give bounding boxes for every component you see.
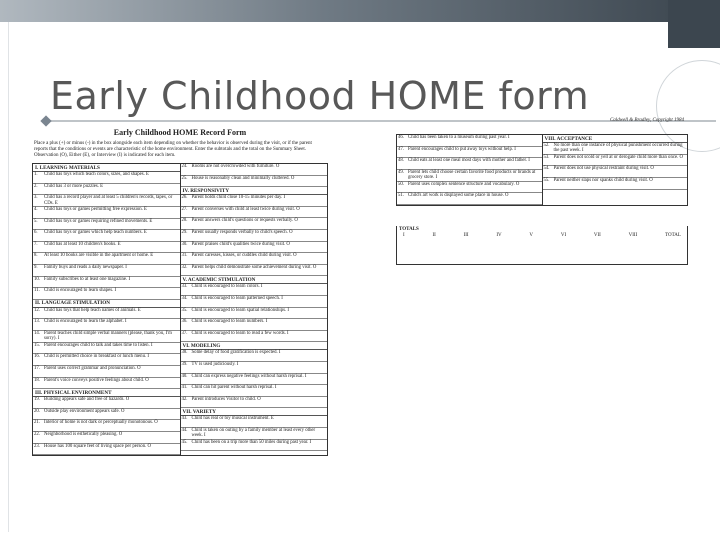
item-text: Interior of home is not dark or perceptually monotonous. O	[44, 420, 158, 426]
form-title: Early Childhood HOME Record Form	[113, 128, 247, 137]
item-text: Neighborhood is esthetically pleasing. O	[44, 431, 123, 437]
item-text: Parent encourages child to talk and takes time to listen. I	[44, 342, 153, 348]
form-item-row	[543, 143, 688, 155]
item-text: Parent uses complex sentence structure and vocabulary. O	[408, 181, 520, 187]
form-left-column	[33, 164, 180, 455]
item-number: 50.	[398, 181, 404, 187]
item-number: 54.	[543, 166, 550, 172]
form-item-row	[181, 207, 328, 219]
item-text: Child has been taken to a museum during past year. I	[408, 135, 510, 140]
form-item-row	[33, 230, 180, 242]
item-number: 51.	[398, 193, 404, 199]
form-item-row	[543, 166, 688, 178]
item-number: 42.	[181, 396, 188, 402]
form-item-row	[181, 428, 328, 440]
form-item-row	[181, 397, 328, 409]
section-heading: I. LEARNING MATERIALS	[33, 164, 180, 172]
form-item-row	[181, 374, 328, 386]
item-text: Building appears safe and free of hazards. O	[44, 397, 130, 403]
form-item-row	[181, 218, 328, 230]
totals-column-label: TOTAL	[665, 233, 681, 238]
item-number: 31.	[181, 253, 188, 259]
form-item-row	[181, 308, 328, 320]
form-item-row	[33, 420, 180, 432]
totals-label: TOTALS	[399, 227, 419, 232]
form-item-row	[181, 195, 328, 207]
item-number: 8.	[34, 253, 38, 259]
item-text: Child has been on a trip more than 50 miles during past year. I	[191, 439, 312, 445]
form-item-row	[181, 265, 328, 277]
form-right-column	[180, 164, 328, 455]
form-item-row	[33, 207, 180, 219]
item-number: 44.	[181, 427, 188, 433]
form-item-row	[33, 331, 180, 343]
form-page2-left-column	[397, 135, 542, 205]
item-number: 47.	[398, 146, 404, 152]
totals-column-label: III	[463, 233, 469, 238]
slide-corner-block	[668, 0, 720, 48]
form-item-row	[33, 265, 180, 277]
item-text: Parent does not scold or yell at or derogate child more than once. O	[553, 154, 683, 160]
form-item-row	[33, 242, 180, 254]
item-number: 46.	[398, 135, 404, 140]
item-text: Parent does not use physical restraint during visit. O	[553, 166, 654, 172]
item-text: Child can hit parent without harsh reprisal. I	[191, 385, 277, 391]
form-item-row	[181, 440, 328, 452]
item-number: 4.	[34, 207, 38, 212]
item-number: 17.	[34, 365, 40, 371]
totals-column-label: VI	[560, 233, 567, 238]
item-number: 5.	[34, 218, 38, 224]
form-item-row	[181, 284, 328, 296]
form-item-row	[33, 253, 180, 265]
item-number: 9.	[34, 264, 38, 270]
item-number: 21.	[34, 420, 40, 426]
item-number: 7.	[34, 241, 38, 247]
form-item-row	[181, 350, 328, 362]
item-number: 38.	[181, 350, 188, 356]
item-text: Some delay of food gratification is expected. I	[191, 350, 281, 356]
item-text: Child can express negative feelings without harsh reprisal. I	[191, 373, 307, 379]
slide-left-rule	[8, 22, 9, 532]
item-text: Child is encouraged to learn to read a few words. I	[191, 330, 289, 336]
form-item-row	[181, 253, 328, 265]
form-item-row	[33, 288, 180, 300]
item-number: 13.	[34, 319, 40, 325]
item-text: Parent encourages child to put away toys without help. I	[408, 146, 516, 152]
form-item-row	[397, 193, 542, 205]
totals-row	[396, 226, 688, 265]
form-item-row	[181, 242, 328, 254]
totals-column-label: II	[432, 233, 436, 238]
item-text: Parent helps child demonstrate some achievement during visit. O	[191, 264, 317, 270]
item-number: 27.	[181, 206, 188, 212]
item-text: Child is permitted choice in breakfast or lunch menu. I	[44, 354, 149, 360]
item-number: 26.	[181, 195, 188, 201]
item-number: 40.	[181, 373, 188, 379]
form-item-row	[397, 158, 542, 170]
form-item-row	[181, 362, 328, 374]
form-item-row	[397, 147, 542, 159]
section-heading: VIII. ACCEPTANCE	[543, 135, 688, 143]
item-number: 15.	[34, 342, 40, 348]
item-number: 32.	[181, 264, 188, 270]
item-text: Rooms are not overcrowded with furniture. O	[191, 164, 280, 169]
form-item-row	[181, 331, 328, 343]
form-item-row	[543, 155, 688, 167]
item-number: 1.	[34, 172, 38, 177]
item-text: Outside play environment appears safe. O	[44, 408, 125, 414]
item-number: 11.	[34, 288, 40, 294]
form-item-row	[33, 172, 180, 184]
item-number: 25.	[181, 175, 188, 181]
item-text: House is reasonably clean and minimally cluttered. O	[191, 175, 295, 181]
item-number: 28.	[181, 218, 188, 224]
item-text: Child's art work is displayed some place in house. O	[408, 193, 509, 199]
form-item-row	[181, 164, 328, 176]
item-number: 10.	[34, 276, 40, 282]
totals-column-label: VII	[593, 233, 601, 238]
item-text: Parent caresses, kisses, or cuddles child during visit. O	[191, 253, 297, 259]
item-text: Child is encouraged to learn spatial relationships. I	[191, 307, 290, 313]
item-number: 55.	[543, 178, 550, 183]
item-number: 52.	[543, 143, 550, 148]
form-item-row	[33, 184, 180, 196]
form-item-row	[33, 366, 180, 378]
item-text: Child has at least 10 children's books. E	[44, 241, 121, 247]
item-text: Child has toys or games which help teach numbers. E	[44, 230, 147, 236]
form-item-row	[33, 409, 180, 421]
item-number: 23.	[34, 443, 40, 449]
item-text: Child is encouraged to learn numbers. I	[191, 319, 268, 325]
form-instructions: Place a plus (+) or minus (-) in the box alongside each item depending on whether the behavior is observed during the visit, or if the parent reports that the conditions or events are characteristic of the home environment. Enter the subtotals and the total on the Summary Sheet. Observation (O), Either (E), or Interview (I) is indicated for each item.	[34, 141, 312, 158]
form-table	[32, 163, 328, 456]
form-item-row	[181, 176, 328, 188]
item-number: 36.	[181, 319, 188, 325]
item-text: Parent lets child choose certain favorite food products or brands at grocery store. I	[408, 169, 536, 181]
item-text: At least 10 books are visible in the apartment or home. E	[44, 253, 154, 259]
form-item-row	[181, 230, 328, 242]
item-text: Child eats at least one meal most days with mother and father. I	[408, 158, 530, 164]
item-text: Child is encouraged to learn the alphabet. I	[44, 319, 127, 325]
form-page-1	[32, 124, 328, 520]
form-item-row	[33, 343, 180, 355]
item-number: 30.	[181, 241, 188, 247]
item-number: 19.	[34, 397, 40, 403]
form-item-row	[33, 354, 180, 366]
form-page2-right-column	[542, 135, 688, 205]
item-number: 16.	[34, 354, 40, 360]
item-number: 43.	[181, 416, 188, 422]
item-text: Child has 3 or more puzzles. E	[44, 183, 104, 189]
totals-columns	[397, 233, 687, 238]
item-number: 2.	[34, 183, 38, 189]
section-heading: II. LANGUAGE STIMULATION	[33, 300, 180, 308]
item-text: Parent uses correct grammar and pronunciation. O	[44, 365, 141, 371]
item-text: Parent praises child's qualities twice during visit. O	[191, 241, 290, 247]
item-number: 3.	[34, 195, 38, 201]
slide-top-bar	[0, 0, 720, 22]
item-text: Child has toys that help teach names of animals. E	[44, 307, 141, 313]
item-text: Family buys and reads a daily newspaper. I	[44, 264, 127, 270]
item-number: 53.	[543, 154, 550, 160]
item-text: Parent neither slaps nor spanks child during visit. O	[553, 178, 653, 183]
slide-title: Early Childhood HOME form	[50, 74, 590, 118]
totals-column-label: V	[529, 233, 534, 238]
form-item-row	[33, 444, 180, 456]
item-number: 12.	[34, 307, 40, 313]
item-number: 39.	[181, 361, 188, 367]
form-item-row	[181, 319, 328, 331]
form-item-row	[181, 296, 328, 308]
item-number: 29.	[181, 229, 188, 235]
form-item-row	[543, 178, 688, 190]
form-credit: Caldwell & Bradley, Copyright 1984	[609, 118, 684, 123]
item-number: 33.	[181, 284, 188, 290]
form-item-row	[397, 135, 542, 147]
section-heading: IV. RESPONSIVITY	[181, 187, 328, 195]
form-item-row	[181, 416, 328, 428]
item-number: 41.	[181, 385, 188, 391]
item-text: Parent usually responds verbally to child's speech. O	[191, 229, 293, 235]
item-text: Parent introduces Visitor to child. O	[191, 396, 261, 402]
totals-column-label: IV	[496, 233, 502, 238]
form-item-row	[33, 195, 180, 207]
item-text: Family subscribes to at least one magazine. I	[44, 276, 131, 282]
item-number: 48.	[398, 158, 404, 164]
form-item-row	[33, 308, 180, 320]
item-number: 34.	[181, 295, 188, 301]
form-item-row	[397, 182, 542, 194]
item-text: Child is encouraged to learn colors. I	[191, 284, 263, 290]
totals-column-label: I	[403, 233, 405, 238]
item-text: Child is taken on outing by a family member at least every other week. I	[191, 427, 316, 439]
form-item-row	[33, 277, 180, 289]
item-text: Child is encouraged to learn shapes. I	[44, 288, 117, 294]
item-text: TV is used judiciously. I	[191, 361, 239, 367]
item-number: 37.	[181, 330, 188, 336]
item-text: Parent answers child's questions or requests verbally. O	[191, 218, 298, 224]
totals-column-label: VIII	[628, 233, 638, 238]
form-item-row	[33, 397, 180, 409]
form-item-row	[33, 219, 180, 231]
item-text: Child has a record player and at least 5 children's records, tapes, or CDs. E	[44, 195, 173, 206]
item-text: No more than one instance of physical punishment occurred during the past week. I	[553, 143, 683, 154]
item-number: 22.	[34, 431, 40, 437]
item-number: 24.	[181, 164, 188, 169]
section-heading: III. PHYSICAL ENVIRONMENT	[33, 389, 180, 397]
item-text: Parent teaches child simple verbal manners (please, thank you, I'm sorry). I	[44, 330, 172, 342]
section-heading: VI. MODELING	[181, 342, 328, 350]
item-number: 49.	[398, 169, 404, 175]
section-heading: VII. VARIETY	[181, 408, 328, 416]
item-number: 35.	[181, 307, 188, 313]
item-text: Child has toys or games permitting free expression. E	[44, 207, 147, 212]
item-number: 18.	[34, 377, 40, 383]
item-text: House has 100 square feet of living space per person. O	[44, 443, 151, 449]
item-number: 6.	[34, 230, 38, 236]
item-number: 14.	[34, 330, 40, 336]
form-item-row	[33, 378, 180, 390]
form-item-row	[33, 319, 180, 331]
form-item-row	[33, 432, 180, 444]
form-item-row	[397, 170, 542, 182]
item-number: 45.	[181, 439, 188, 445]
item-text: Parent's voice conveys positive feelings about child. O	[44, 377, 149, 383]
form-item-row	[181, 385, 328, 397]
form-page2-table	[396, 134, 688, 206]
item-text: Child has real or toy musical instrument. E	[191, 416, 274, 422]
item-text: Parent converses with child at least twice during visit. O	[191, 206, 300, 212]
item-text: Parent holds child close 10-15 minutes per day. I	[191, 195, 286, 201]
item-text: Child has toys which teach colors, sizes, and shapes. E	[44, 172, 149, 177]
item-number: 20.	[34, 408, 40, 414]
section-heading: V. ACADEMIC STIMULATION	[181, 276, 328, 284]
item-text: Child has toys or games requiring refined movements. E	[44, 218, 153, 224]
form-page-2	[396, 118, 686, 238]
item-text: Child is encouraged to learn patterned speech. I	[191, 295, 283, 301]
